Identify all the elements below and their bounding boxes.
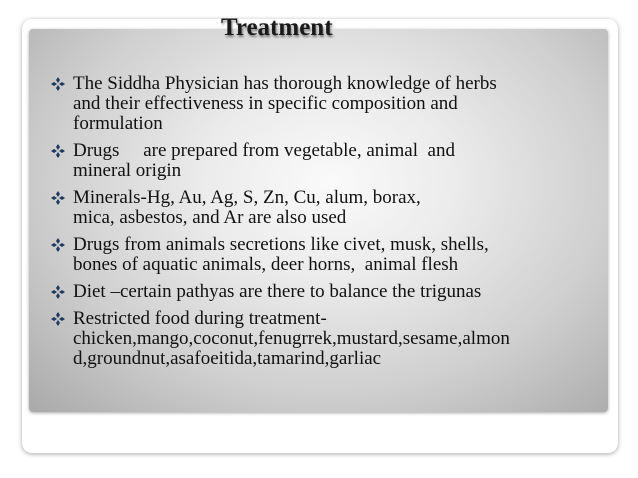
four-diamond-bullet-icon (51, 144, 65, 158)
four-diamond-bullet-icon (51, 285, 65, 299)
four-diamond-bullet-icon (51, 191, 65, 205)
bullet-line: Restricted food during treatment- (73, 308, 327, 329)
bullet-line: chicken,mango,coconut,fenugrrek,mustard,sesame,almon (73, 328, 510, 349)
bullet-line: d,groundnut,asafoeitida,tamarind,garliac (73, 348, 382, 369)
four-diamond-bullet-icon (51, 238, 65, 252)
bullet-line: formulation (73, 113, 163, 134)
bullet-line: bones of aquatic animals, deer horns, animal flesh (73, 254, 459, 275)
bullet-item-minerals (45, 188, 605, 228)
bullet-line: mica, asbestos, and Ar are also used (73, 207, 347, 228)
bullet-line: The Siddha Physician has thorough knowledge of herbs (73, 73, 497, 94)
bullet-line: and their effectiveness in specific composition and (73, 93, 458, 114)
bullet-line: mineral origin (73, 160, 182, 181)
bullet-item-restricted-food (45, 309, 605, 369)
bullet-item-diet (45, 282, 605, 302)
bullet-line: Minerals-Hg, Au, Ag, S, Zn, Cu, alum, borax, (73, 187, 421, 208)
bullet-list (45, 74, 605, 369)
bullet-item-animal-drugs (45, 235, 605, 275)
slide-title: Treatment (221, 14, 333, 41)
bullet-item-herbs-knowledge (45, 74, 605, 134)
four-diamond-bullet-icon (51, 312, 65, 326)
bullet-line: Drugs are prepared from vegetable, animal and (73, 140, 455, 161)
bullet-line: Diet –certain pathyas are there to balance the trigunas (73, 281, 482, 302)
bullet-item-drug-sources (45, 141, 605, 181)
four-diamond-bullet-icon (51, 77, 65, 91)
bullet-line: Drugs from animals secretions like civet, musk, shells, (73, 234, 489, 255)
